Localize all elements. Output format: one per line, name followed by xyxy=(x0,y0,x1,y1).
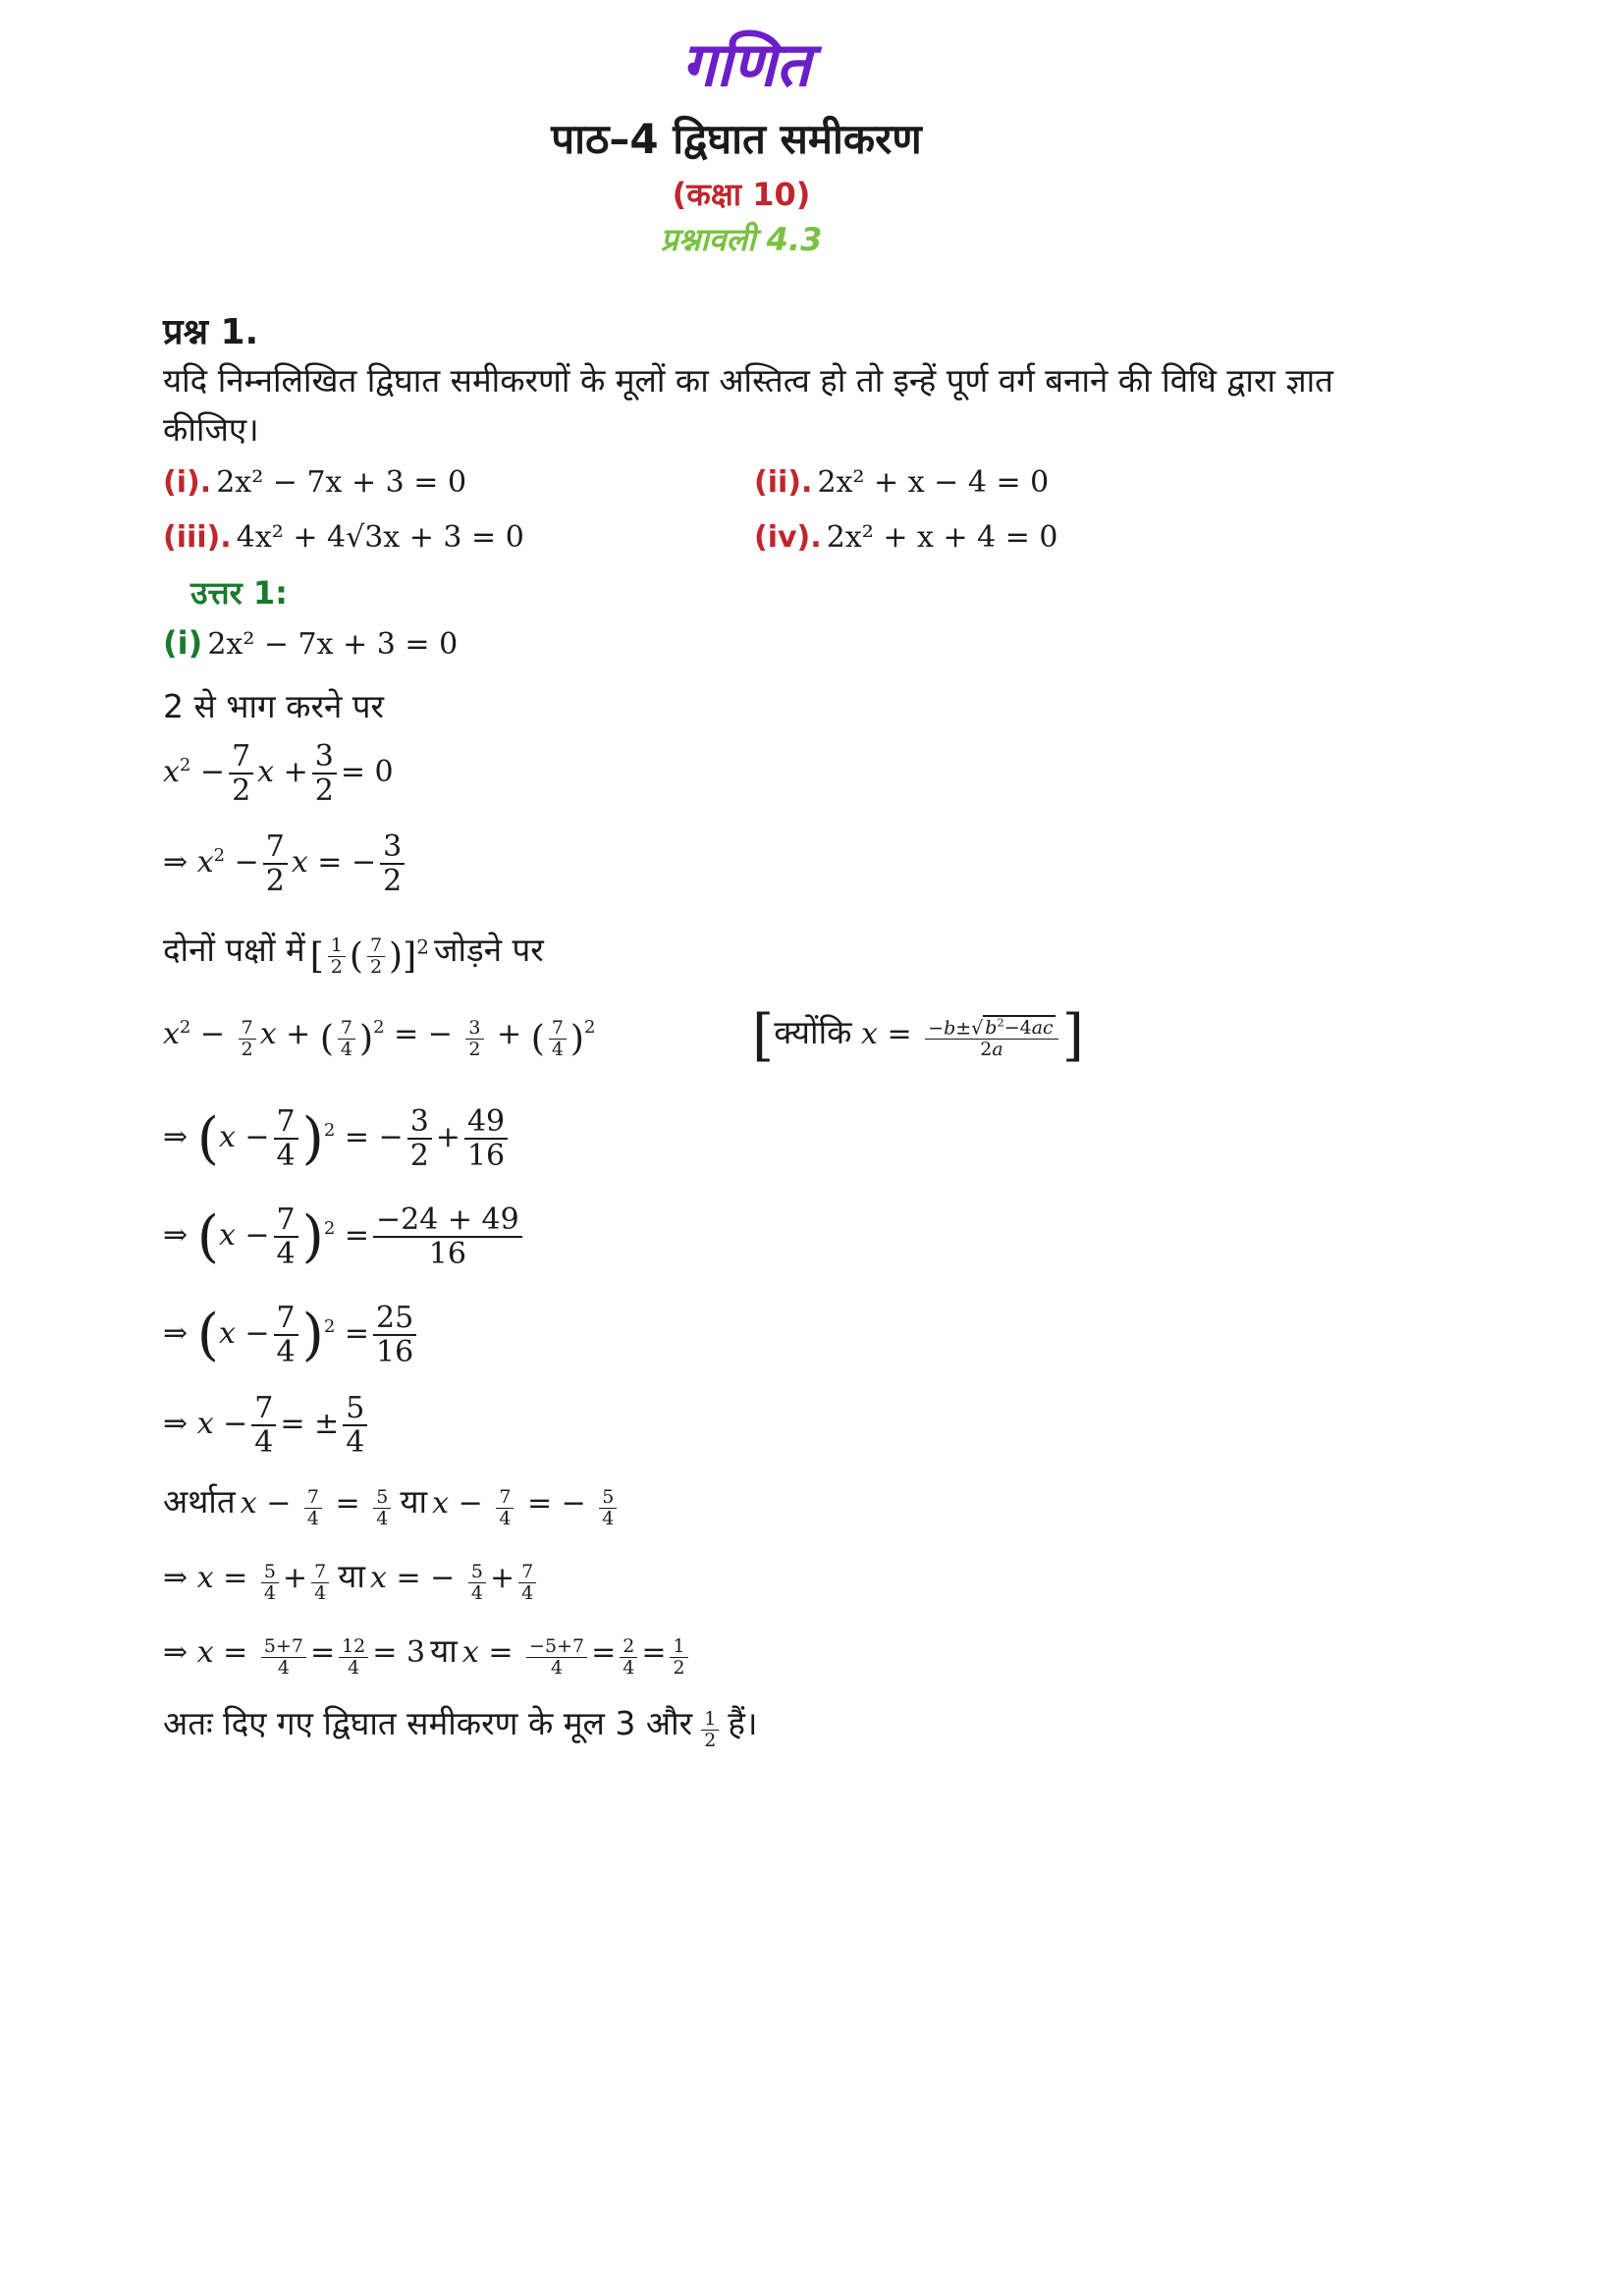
question-text-line2: कीजिए। xyxy=(163,410,259,449)
ya-text: या xyxy=(430,1631,458,1670)
step-9: ⇒ x = $\frac{5}{4}$ + $\frac{7}{4}$ या x = − $\frac{5}{4}$ + $\frac{7}{4}$ xyxy=(163,1553,540,1603)
question-item-i xyxy=(163,465,466,500)
conclusion: अतः दिए गए द्विघात समीकरण के मूल 3 और $\frac{1}{2}$ हैं। xyxy=(163,1704,758,1751)
because-text: क्योंकि xyxy=(774,1013,852,1051)
item-equation: 2x² + x + 4 = 0 xyxy=(826,520,1058,555)
step-10: ⇒ x = $\frac{5+7}{4}$ = $\frac{12}{4}$ = 3 या x = $\frac{-5+7}{4}$ = $\frac{2}{4}$ = $\frac{1}{2}$ xyxy=(163,1628,692,1678)
add-text-after: जोड़ने पर xyxy=(434,931,544,969)
step-3: $x^2$ − $\frac{7}{2}$ x + ( $\frac{7}{4}$ )$^2$ = − $\frac{3}{2}$ + ( $\frac{7}{4}$ )$^2$ xyxy=(163,1016,596,1060)
item-label: (iii). xyxy=(163,520,232,555)
part-label: (i) xyxy=(163,624,203,662)
item-label: (i). xyxy=(163,465,212,500)
item-equation: 2x² + x − 4 = 0 xyxy=(817,465,1050,500)
item-equation: 4x² + 4√3x + 3 = 0 xyxy=(236,520,524,555)
question-text-line1: यदि निम्नलिखित द्विघात समीकरणों के मूलों का अस्तित्व हो तो इन्हें पूर्ण वर्ग बनाने की विधि द्वारा ज्ञात xyxy=(163,361,1333,400)
divide-text: 2 से भाग करने पर xyxy=(163,687,384,725)
formula-note: [क्योंकि x = $\frac{-b\pm√ b^2-4ac}{2a}$ ] xyxy=(752,1003,1084,1068)
step-2: ⇒ $x^2$ − $\frac{7}{2}$ x = − $\frac{3}{2}$ xyxy=(163,830,408,897)
class-label: (कक्षा 10) xyxy=(672,176,811,213)
step-4: ⇒ (x − $\frac{7}{4}$ )$^2$ = − $\frac{3}{2}$ + $\frac{49}{16}$ xyxy=(163,1105,512,1172)
item-label: (ii). xyxy=(754,465,813,500)
item-label: (iv). xyxy=(754,520,822,555)
ya-text: या xyxy=(338,1557,365,1595)
chapter-title: पाठ–4 द्विघात समीकरण xyxy=(551,115,922,163)
step-1: $x^2$ − $\frac{7}{2}$ x + $\frac{3}{2}$ = 0 xyxy=(163,739,394,808)
add-text-before: दोनों पक्षों में xyxy=(163,931,305,969)
exercise-label: प्रश्नावली 4.3 xyxy=(660,221,823,258)
ya-text: या xyxy=(400,1482,428,1521)
question-item-iv xyxy=(754,520,1058,555)
part-equation: 2x² − 7x + 3 = 0 xyxy=(207,627,459,662)
subject-title: गणित xyxy=(681,28,811,100)
conclusion-text: अतः दिए गए द्विघात समीकरण के मूल 3 और xyxy=(163,1704,693,1742)
step-7: ⇒ x − $\frac{7}{4}$ = ± $\frac{5}{4}$ xyxy=(163,1392,371,1459)
step-6: ⇒ (x − $\frac{7}{4}$ )$^2$ = $\frac{25}{16}$ xyxy=(163,1302,420,1368)
add-term: [ $\frac{1}{2}$ ( $\frac{7}{2}$ )]2 xyxy=(309,934,429,978)
answer-part-i xyxy=(163,624,458,662)
add-both-sides-line xyxy=(163,927,544,977)
question-item-iii xyxy=(163,520,524,555)
arthat-text: अर्थात xyxy=(163,1482,236,1521)
step-8: अर्थात x − $\frac{7}{4}$ = $\frac{5}{4}$ या x − $\frac{7}{4}$ = − $\frac{5}{4}$ xyxy=(163,1478,621,1528)
item-equation: 2x² − 7x + 3 = 0 xyxy=(216,465,467,500)
step-5: ⇒ (x − $\frac{7}{4}$ )$^2$ = $\frac{-24 + 49}{16}$ xyxy=(163,1203,526,1270)
conclusion-end: हैं। xyxy=(728,1704,758,1742)
answer-title: उत्तर 1: xyxy=(190,574,288,612)
question-item-ii xyxy=(754,465,1049,500)
question-title: प्रश्न 1. xyxy=(163,312,259,352)
